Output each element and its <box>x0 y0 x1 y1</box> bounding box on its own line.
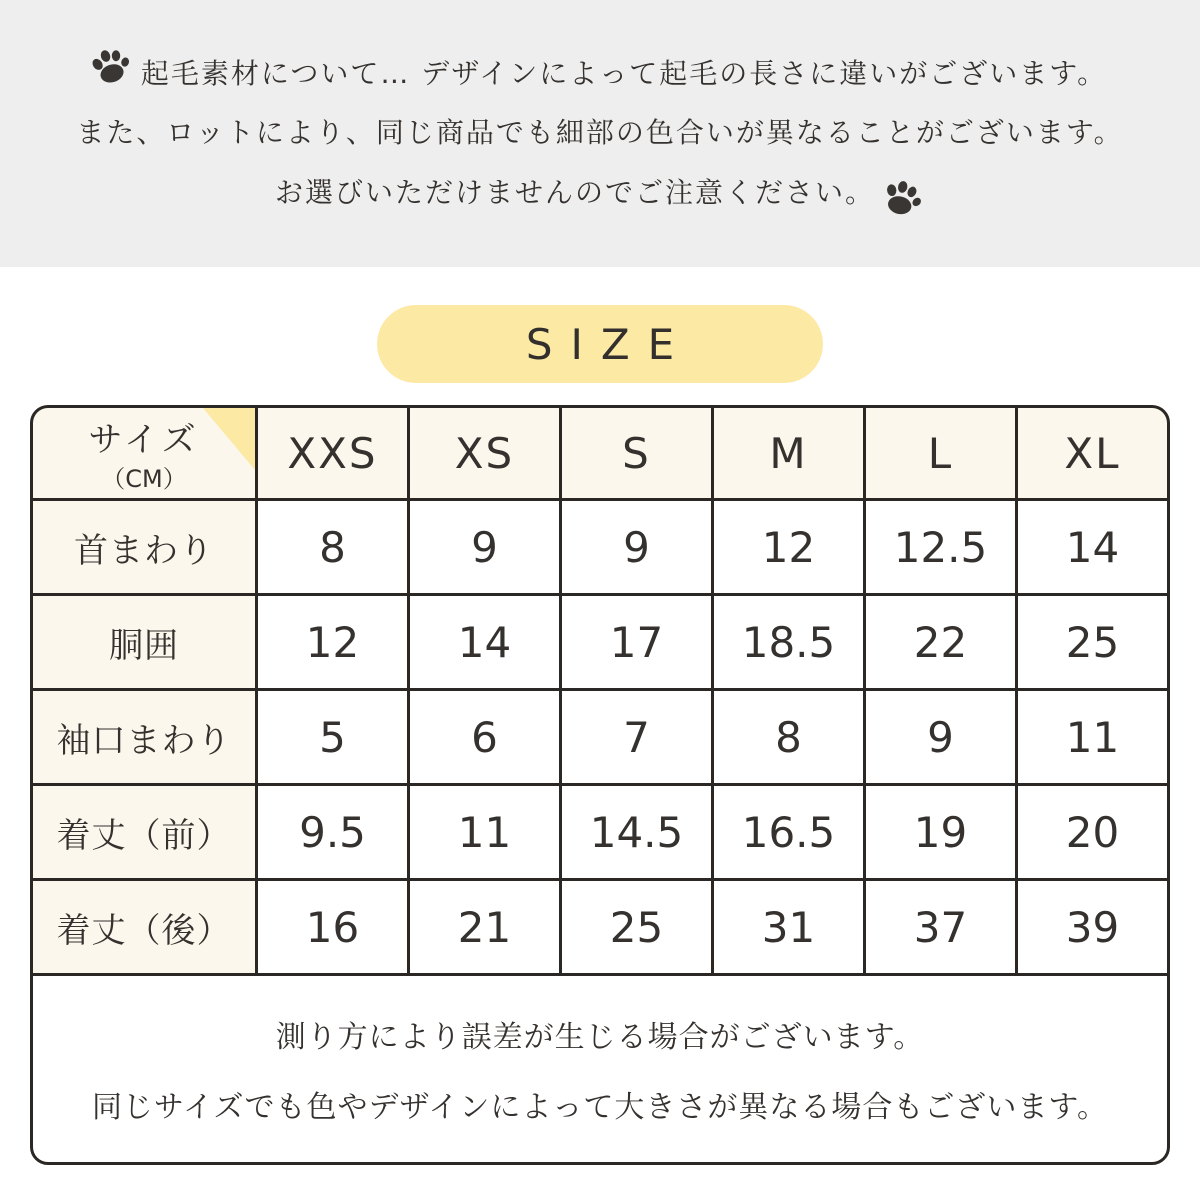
cell-front-s: 14.5 <box>562 786 711 878</box>
row-label-cuff: 袖口まわり <box>33 691 255 783</box>
cell-cuff-m: 8 <box>714 691 863 783</box>
cell-back-s: 25 <box>562 881 711 973</box>
cell-cuff-xs: 6 <box>410 691 559 783</box>
cell-back-xxs: 16 <box>258 881 407 973</box>
notice-line-1 <box>93 53 1107 95</box>
cell-neck-s: 9 <box>562 501 711 593</box>
col-header-m: M <box>714 408 863 498</box>
row-label-girth: 胴囲 <box>33 596 255 688</box>
cell-girth-xxs: 12 <box>258 596 407 688</box>
cell-front-xs: 11 <box>410 786 559 878</box>
note-line-2: 同じサイズでも色やデザインによって大きさが異なる場合もございます。 <box>91 1090 1109 1125</box>
cell-girth-xl: 25 <box>1018 596 1167 688</box>
row-label-front-length: 着丈（前） <box>33 786 255 878</box>
corner-header-cell <box>33 408 255 498</box>
cell-girth-xs: 14 <box>410 596 559 688</box>
cell-back-xl: 39 <box>1018 881 1167 973</box>
corner-title: サイズ <box>88 420 200 460</box>
notice-text-3: お選びいただけませんのでご注意ください。 <box>274 175 875 209</box>
cell-neck-xl: 14 <box>1018 501 1167 593</box>
cell-neck-xxs: 8 <box>258 501 407 593</box>
cell-back-m: 31 <box>714 881 863 973</box>
size-badge-label: SIZE <box>525 319 693 369</box>
cell-front-m: 16.5 <box>714 786 863 878</box>
notice-line-2 <box>76 117 1123 149</box>
col-header-s: S <box>562 408 711 498</box>
cell-front-l: 19 <box>866 786 1015 878</box>
col-header-l: L <box>866 408 1015 498</box>
cell-neck-l: 12.5 <box>866 501 1015 593</box>
row-label-back-length: 着丈（後） <box>33 881 255 973</box>
paw-print-icon <box>878 172 928 222</box>
paw-print-icon <box>84 38 137 91</box>
cell-cuff-s: 7 <box>562 691 711 783</box>
cell-cuff-xxs: 5 <box>258 691 407 783</box>
cell-neck-m: 12 <box>714 501 863 593</box>
notice-text-2: また、ロットにより、同じ商品でも細部の色合いが異なることがございます。 <box>76 116 1124 150</box>
cell-girth-s: 17 <box>562 596 711 688</box>
measurement-note <box>33 976 1167 1162</box>
col-header-xs: XS <box>410 408 559 498</box>
note-line-1: 測り方により誤差が生じる場合がございます。 <box>275 1020 925 1055</box>
cell-back-xs: 21 <box>410 881 559 973</box>
notice-line-3 <box>275 172 925 214</box>
cell-cuff-xl: 11 <box>1018 691 1167 783</box>
cell-front-xl: 20 <box>1018 786 1167 878</box>
material-notice-band <box>0 0 1200 267</box>
col-header-xl: XL <box>1018 408 1167 498</box>
size-chart <box>30 405 1170 1165</box>
notice-text-1: 起毛素材について… デザインによって起毛の長さに違いがございます。 <box>140 57 1108 91</box>
cell-girth-m: 18.5 <box>714 596 863 688</box>
corner-unit: （CM） <box>101 465 187 493</box>
cell-cuff-l: 9 <box>866 691 1015 783</box>
size-chart-grid <box>30 405 1170 1165</box>
cell-girth-l: 22 <box>866 596 1015 688</box>
row-label-neck: 首まわり <box>33 501 255 593</box>
col-header-xxs: XXS <box>258 408 407 498</box>
size-section-badge <box>377 305 823 383</box>
cell-back-l: 37 <box>866 881 1015 973</box>
cell-neck-xs: 9 <box>410 501 559 593</box>
corner-accent-triangle <box>203 408 255 470</box>
cell-front-xxs: 9.5 <box>258 786 407 878</box>
